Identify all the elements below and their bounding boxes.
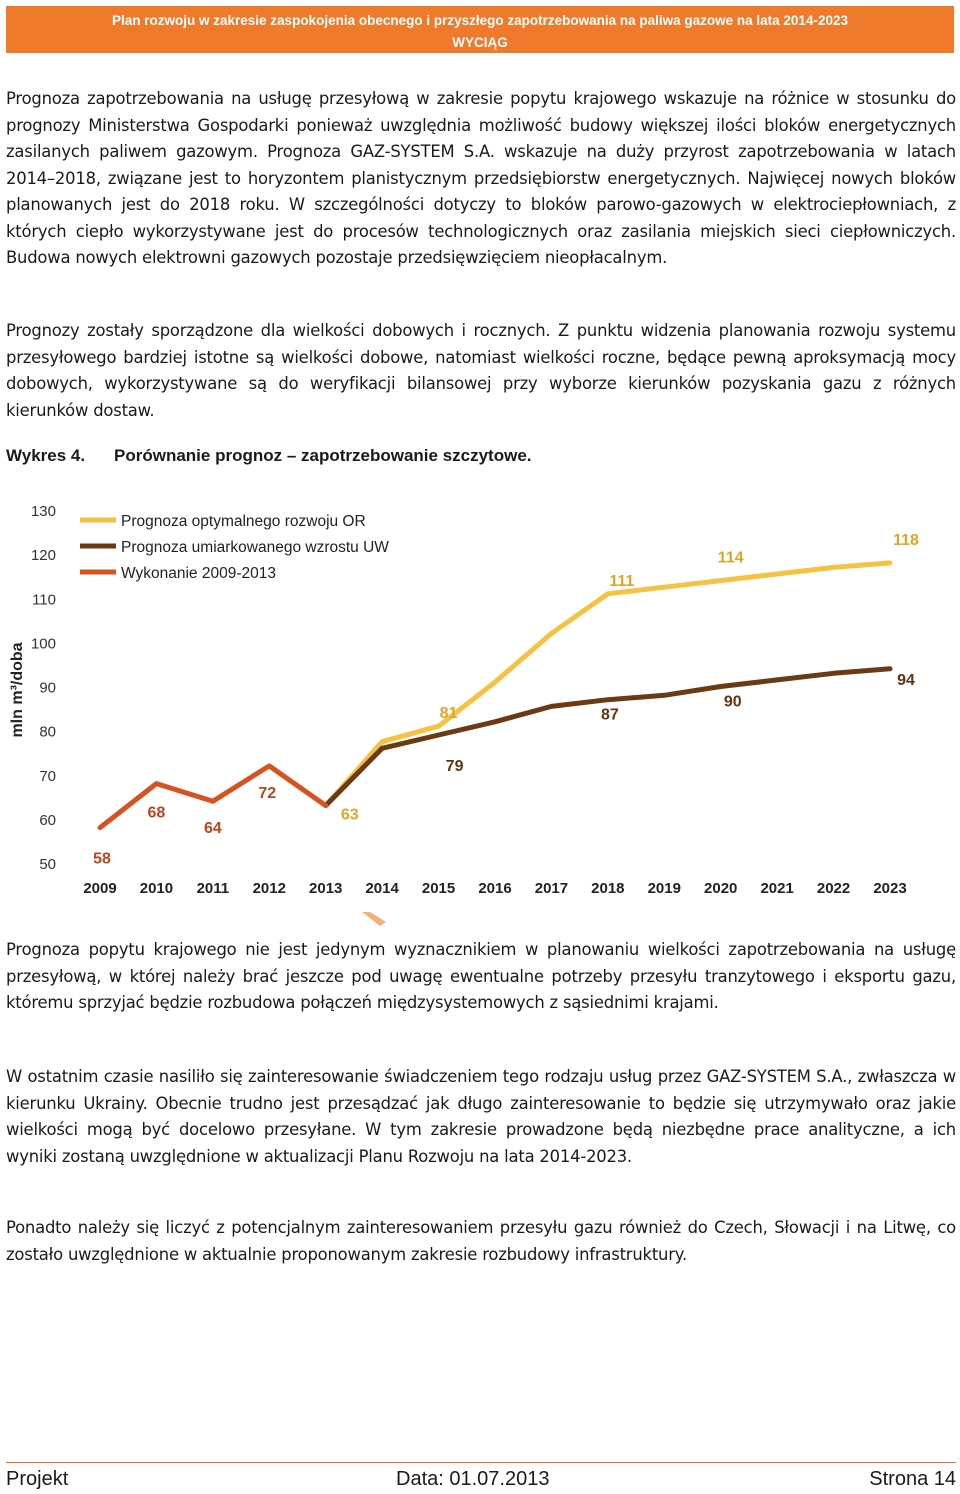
series-1-point [720, 580, 721, 581]
y-tick-label: 60 [39, 811, 56, 829]
series-1-point [607, 593, 608, 594]
chart-legend [80, 513, 389, 582]
series-2-point [664, 695, 665, 696]
series-line-1 [326, 563, 890, 806]
series-1-point [382, 741, 383, 742]
y-tick-label: 100 [30, 635, 56, 653]
series-2-point [833, 673, 834, 674]
x-tick-label: 2015 [421, 880, 456, 897]
series-1-point [890, 562, 891, 563]
paragraph-5: Ponadto należy się liczyć z potencjalnym zainteresowaniem przesyłu gazu również do Czech, Słowacji i na Litwę, co zostało uwzględnione w aktualnie proponowanym zakresie rozbudowy infrastruktury. [6, 1218, 956, 1264]
y-tick-label: 70 [39, 767, 56, 785]
series-1-point [438, 726, 439, 727]
series-2-point [382, 748, 383, 749]
paragraph-4: W ostatnim czasie nasiliło się zainteresowanie świadczeniem tego rodzaju usług przez GAZ-SYSTEM S.A., zwłaszcza w kierunku Ukrainy. Obecnie trudno jest przesądzać jak długo zainteresowanie to będzie się utrzymywało oraz jakie wielkości mogą być docelowo przesyłane. W tym zakresie prowadzone będą niezbędne prace analityczne, a ich wyniki zostaną uwzględnione w aktualizacji Planu Rozwoju na lata 2014-2023. [6, 1067, 956, 1166]
series-1-point [664, 587, 665, 588]
decorative-arrow-icon [362, 912, 386, 926]
paragraph-1: Prognoza zapotrzebowania na usługę przesyłową w zakresie popytu krajowego wskazuje na różnice w stosunku do prognozy Ministerstwa Gospodarki ponieważ uwzględnia możliwość budowy większej ilości bloków energetycznych zasilanych paliwem gazowym. Prognoza GAZ-SYSTEM S.A. wskazuje na duży przyrost zapotrzebowania w latach 2014–2018, związane jest to horyzontem planistycznym przedsiębiorstw energetycznych. Najwięcej nowych bloków planowanych jest do 2018 roku. W szczególności dotyczy to bloków parowo-gazowych w elektrociepłowniach, z których ciepło wykorzystywane jest do procesów technologicznych oraz zasilania miejskich sieci ciepłowniczych. Budowa nowych elektrowni gazowych pozostaje przedsięwzięciem nieopłacalnym. [6, 89, 956, 267]
x-tick-label: 2021 [760, 880, 794, 897]
series-1-point [495, 682, 496, 683]
chart-series [100, 562, 891, 828]
data-label: 81 [439, 705, 458, 723]
series-3-point [156, 783, 157, 784]
x-tick-label: 2017 [534, 880, 569, 897]
x-tick-label: 2011 [196, 880, 230, 897]
x-tick-label: 2016 [478, 880, 512, 897]
demand-forecast-chart [0, 492, 960, 912]
x-tick-label: 2010 [139, 880, 174, 897]
chart-axes [9, 503, 907, 897]
chart-data-labels [93, 532, 919, 868]
series-2-point [720, 686, 721, 687]
data-label: 58 [93, 850, 111, 868]
x-tick-label: 2014 [365, 880, 399, 897]
series-1-point [551, 633, 552, 634]
data-label: 118 [893, 531, 919, 549]
footer-date: Data: 01.07.2013 [396, 1468, 550, 1490]
figure-title: Porównanie prognoz – zapotrzebowanie szczytowe. [114, 446, 532, 465]
series-2-point [607, 699, 608, 700]
y-tick-label: 90 [39, 679, 56, 697]
data-label: 111 [609, 572, 635, 590]
paragraph-2: Prognozy zostały sporządzone dla wielkości dobowych i rocznych. Z punktu widzenia planowania rozwoju systemu przesyłowego bardziej istotne są wielkości dobowe, natomiast wielkości roczne, będące pewną aproksymacją mocy dobowych, wykorzystywane są do weryfikacji bilansowej przy wyborze kierunków pozyskania gazu z różnych kierunków dostaw. [6, 321, 956, 420]
series-3-point [100, 827, 101, 828]
series-2-point [495, 721, 496, 722]
data-label: 63 [340, 806, 359, 824]
y-tick-label: 120 [30, 547, 56, 565]
series-1-point [833, 567, 834, 568]
data-label: 87 [600, 706, 619, 724]
series-3-point [212, 801, 213, 802]
x-tick-label: 2009 [83, 880, 117, 897]
x-tick-label: 2023 [873, 880, 907, 897]
series-1-point [777, 573, 778, 574]
data-label: 64 [203, 820, 222, 838]
series-line-2 [326, 669, 890, 806]
legend-label-2: Prognoza umiarkowanego wzrostu UW [121, 539, 389, 556]
data-label: 90 [723, 693, 742, 711]
series-2-point [438, 735, 439, 736]
y-tick-label: 130 [30, 503, 56, 520]
x-tick-label: 2022 [816, 880, 851, 897]
x-tick-label: 2012 [252, 880, 286, 897]
document-subtitle: WYCIĄG [452, 35, 508, 50]
legend-label-1: Prognoza optymalnego rozwoju OR [121, 513, 366, 530]
data-label: 72 [258, 784, 277, 802]
x-tick-label: 2020 [704, 880, 738, 897]
y-tick-label: 110 [32, 591, 56, 609]
series-2-point [890, 668, 891, 669]
x-tick-label: 2018 [591, 880, 625, 897]
figure-number: Wykres 4. [6, 446, 86, 465]
data-label: 94 [897, 671, 915, 689]
series-2-point [551, 706, 552, 707]
legend-label-3: Wykonanie 2009-2013 [121, 565, 276, 582]
series-3-point [325, 805, 326, 806]
footer-page-number: Strona 14 [869, 1468, 956, 1490]
x-tick-label: 2013 [309, 880, 343, 897]
y-tick-label: 50 [39, 856, 56, 873]
footer-project: Projekt [6, 1468, 69, 1490]
x-tick-label: 2019 [647, 880, 681, 897]
y-axis-title: mln m³/doba [9, 642, 26, 738]
document-header [6, 6, 954, 53]
data-label: 79 [445, 758, 464, 776]
data-label: 114 [717, 549, 744, 567]
data-label: 68 [147, 804, 166, 822]
document-title: Plan rozwoju w zakresie zaspokojenia obecnego i przyszłego zapotrzebowania na paliwa gazowe na lata 2014-2023 [112, 13, 848, 28]
y-tick-label: 80 [39, 723, 56, 741]
series-line-3 [100, 766, 326, 828]
paragraph-3: Prognoza popytu krajowego nie jest jedynym wyznacznikiem w planowaniu wielkości zapotrzebowania na usługę przesyłową, w której należy brać jeszcze pod uwagę ewentualne potrzeby przesyłu tranzytowego i eksportu gazu, któremu sprzyjać będzie rozbudowa połączeń międzysystemowych z sąsiednimi krajami. [6, 940, 956, 1012]
series-3-point [269, 765, 270, 766]
series-2-point [777, 679, 778, 680]
page-footer [6, 1462, 956, 1493]
